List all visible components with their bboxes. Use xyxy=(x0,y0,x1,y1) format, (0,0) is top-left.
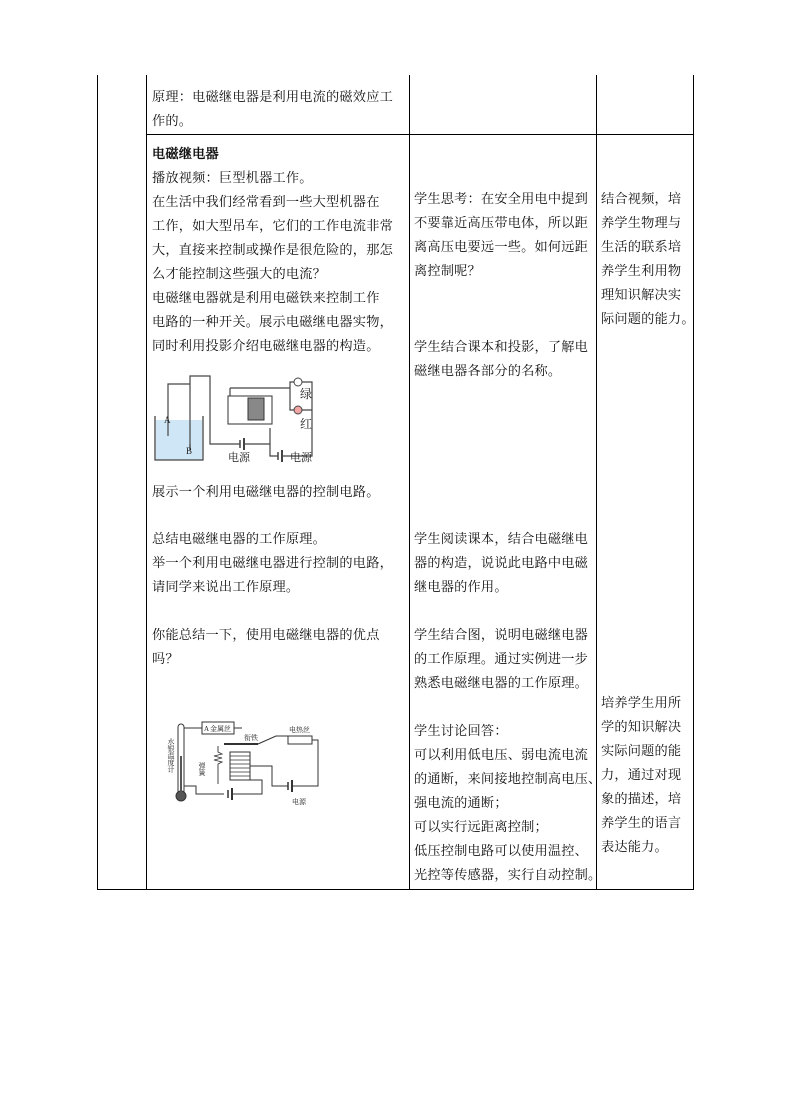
text-line: 可以利用低电压、弱电流电流 xyxy=(414,748,589,763)
teacher-activity-b xyxy=(152,481,380,505)
text-line: 力，通过对现 xyxy=(601,768,682,783)
text-line: 播放视频：巨型机器工作。 xyxy=(152,171,313,186)
student-activity-c xyxy=(414,528,588,600)
text-line: 么才能控制这些强大的电流？ xyxy=(152,267,327,282)
text-line: 作的。 xyxy=(152,114,193,129)
text-line: 的工作原理。通过实例进一步 xyxy=(414,652,589,667)
label-a: A xyxy=(204,725,210,733)
text-line: 表达能力。 xyxy=(601,840,668,855)
text-line: 结合视频，培 xyxy=(601,192,682,207)
text-line: 强电流的通断； xyxy=(414,796,508,811)
text-line: 电路的一种开关。展示电磁继电器实物， xyxy=(152,315,393,330)
label-b: B xyxy=(186,446,193,456)
text-line: 学生阅读课本，结合电磁继电 xyxy=(414,532,589,547)
text-line: 学生讨论回答： xyxy=(414,724,508,739)
text-line: 离控制呢？ xyxy=(414,264,481,279)
text-line: 养学生利用物 xyxy=(601,264,682,279)
text-line: 学生思考：在安全用电中提到 xyxy=(414,192,589,207)
section-heading: 电磁继电器 xyxy=(152,147,219,162)
text-line: 熟悉电磁继电器的工作原理。 xyxy=(414,676,589,691)
design-intent-a xyxy=(601,188,695,332)
text-line: 学生结合课本和投影，了解电 xyxy=(414,340,589,355)
text-line: 大，直接来控制或操作是很危险的，那怎 xyxy=(152,243,393,258)
text-line: 光控等传感器，实行自动控制。 xyxy=(414,868,602,883)
text-line: 学生结合图，说明电磁继电器 xyxy=(414,628,589,643)
student-activity-b xyxy=(414,336,588,384)
teacher-activity-a xyxy=(152,143,393,359)
text-line: 的通断，来间接地控制高电压、 xyxy=(414,772,602,787)
text-line: 在生活中我们经常看到一些大型机器在 xyxy=(152,195,380,210)
text-line: 养学生的语言 xyxy=(601,816,682,831)
label-metal-wire: 金属丝 xyxy=(210,725,231,733)
text-line: 举一个利用电磁继电器进行控制的电路， xyxy=(152,556,393,571)
label-power: 电源 xyxy=(292,798,306,806)
text-line: 请同学来说出工作原理。 xyxy=(152,580,300,595)
text-line: 可以实行远距离控制； xyxy=(414,820,548,835)
text-line: 学的知识解决 xyxy=(601,720,682,735)
label-power-2: 电源 xyxy=(290,451,312,464)
text-line: 电磁继电器就是利用电磁铁来控制工作 xyxy=(152,291,380,306)
text-line: 吗？ xyxy=(152,652,179,667)
label-green: 绿 xyxy=(300,387,313,401)
text-line: 原理：电磁继电器是利用电流的磁效应工 xyxy=(152,90,393,105)
text-line: 实际问题的能 xyxy=(601,744,682,759)
text-line: 低压控制电路可以使用温控、 xyxy=(414,844,589,859)
text-line: 继电器的作用。 xyxy=(414,580,508,595)
text-line: 工作，如大型吊车，它们的工作电流非常 xyxy=(152,219,393,234)
label-power-1: 电源 xyxy=(228,451,250,464)
text-line: 离高压电要远一些。如何远距 xyxy=(414,240,589,255)
text-line: 不要靠近高压带电体，所以距 xyxy=(414,216,589,231)
process-principle xyxy=(152,86,393,134)
label-heating-wire: 电热丝 xyxy=(289,726,310,734)
text-line: 理知识解决实 xyxy=(601,288,682,303)
text-line: 总结电磁继电器的工作原理。 xyxy=(152,532,327,547)
text-line: 际问题的能力。 xyxy=(601,312,695,327)
text-line: 器的构造，说说此电路中电磁 xyxy=(414,556,589,571)
label-red: 红 xyxy=(300,417,313,431)
design-intent-b xyxy=(601,692,681,860)
text-line: 生活的联系培 xyxy=(601,240,682,255)
text-line: 同时利用投影介绍电磁继电器的构造。 xyxy=(152,339,380,354)
text-line: 你能总结一下，使用电磁继电器的优点 xyxy=(152,628,380,643)
relay-water-level-diagram xyxy=(150,366,330,466)
label-a: A xyxy=(164,415,171,425)
label-thermometer: 水银温度计 xyxy=(167,738,175,773)
student-activity-d xyxy=(414,624,588,696)
student-activity-e xyxy=(414,720,601,888)
teacher-activity-d xyxy=(152,624,380,672)
text-line: 磁继电器各部分的名称。 xyxy=(414,364,562,379)
label-armature: 衔铁 xyxy=(244,734,258,742)
text-line: 培养学生用所 xyxy=(601,696,682,711)
text-line: 象的描述，培 xyxy=(601,792,682,807)
student-activity-a xyxy=(414,188,588,284)
label-spring: 弹簧 xyxy=(198,762,206,776)
text-line: 养学生物理与 xyxy=(601,216,682,231)
teacher-activity-c xyxy=(152,528,393,600)
text-line: 展示一个利用电磁继电器的控制电路。 xyxy=(152,485,380,500)
thermometer-alarm-diagram xyxy=(167,716,322,806)
